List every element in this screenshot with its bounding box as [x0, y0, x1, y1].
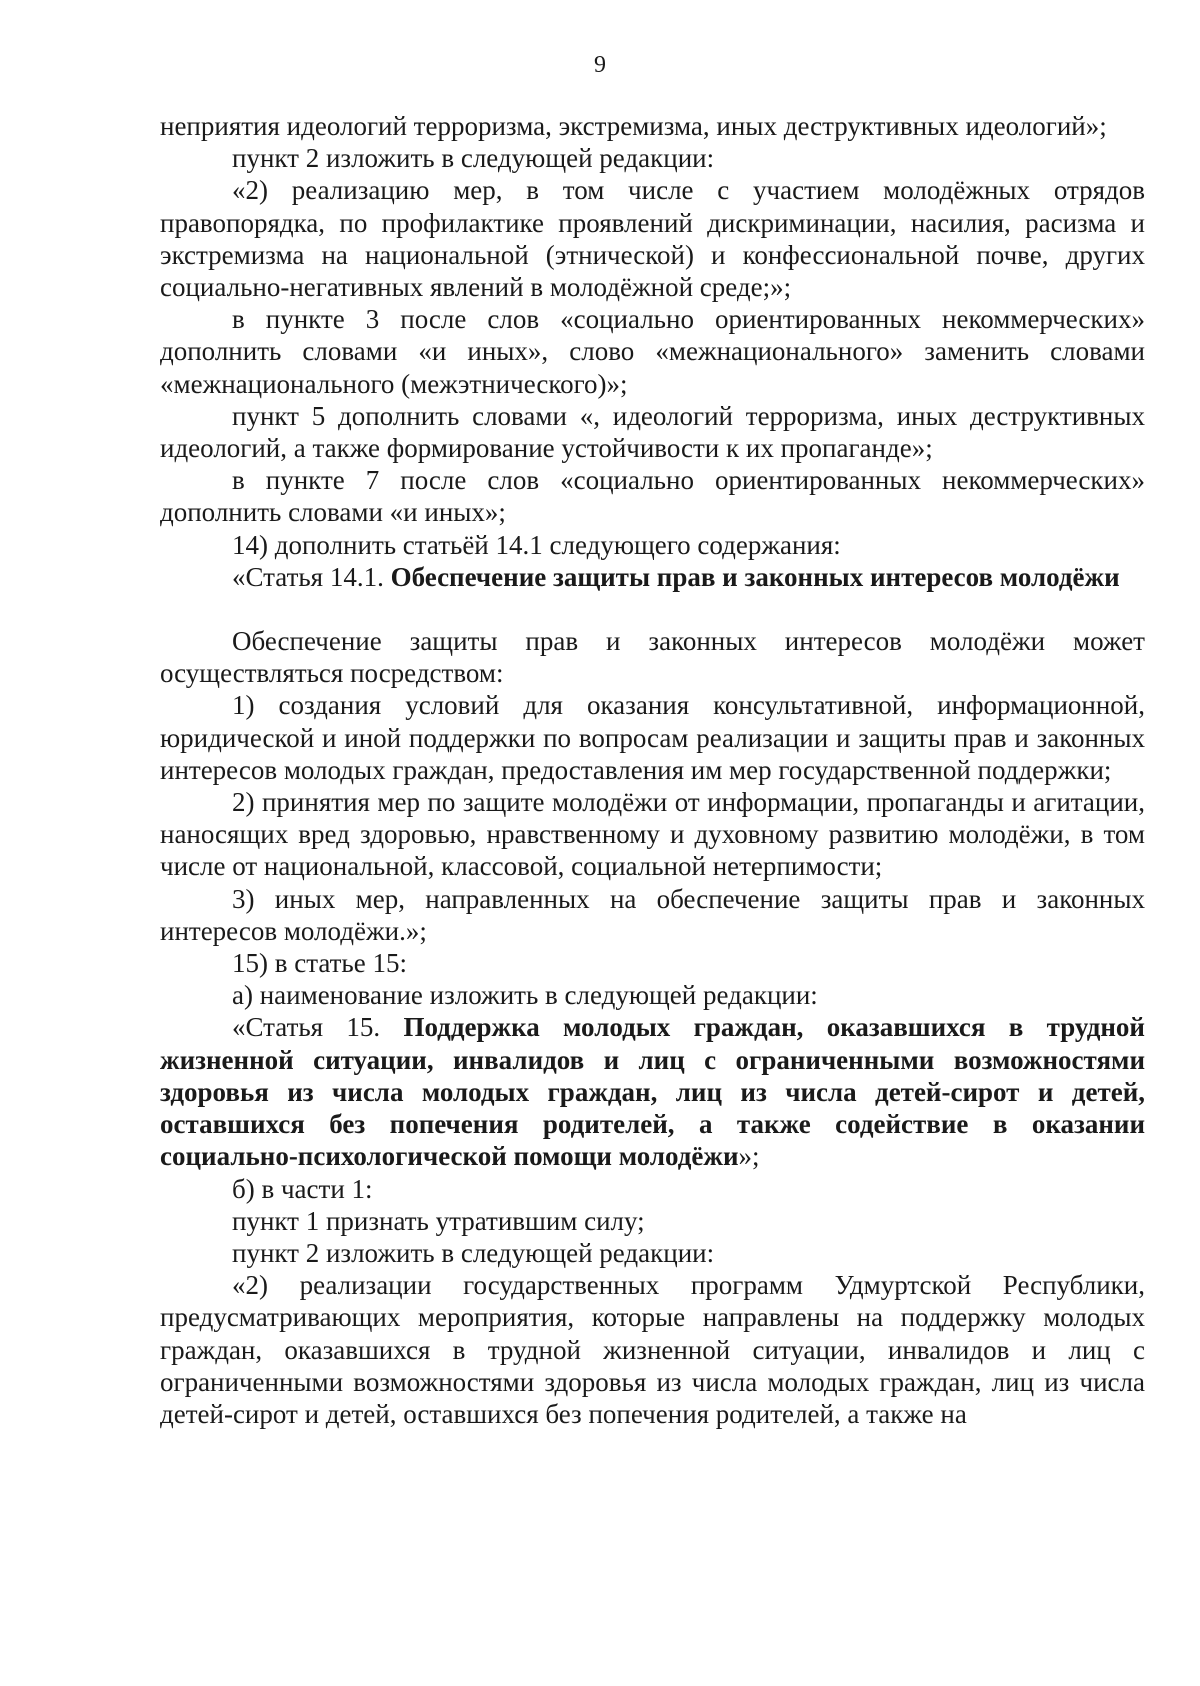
page-number: 9 [594, 52, 606, 78]
article-14-1-heading [160, 561, 1145, 593]
paragraph: пункт 2 изложить в следующей редакции: [232, 143, 715, 174]
paragraph: 2) принятия мер по защите молодёжи от информации, пропаганды и агитации, наносящих вред здоровью, нравственному и духовному развитию молодёжи, в том числе от национальной, классовой, социальной нетерпимости; [160, 787, 1145, 882]
paragraph: в пункте 3 после слов «социально ориентированных некоммерческих» дополнить словами «и иных», слово «межнационального» заменить словами «межнационального (межэтнического)»; [160, 304, 1145, 399]
article-15-heading [160, 1011, 1145, 1172]
paragraph: в пункте 7 после слов «социально ориентированных некоммерческих» дополнить словами «и иных»; [160, 465, 1145, 528]
article-14-1-title: Обеспечение защиты прав и законных интересов молодёжи [390, 561, 1120, 592]
paragraph: Обеспечение защиты прав и законных интересов молодёжи может осуществляться посредством: [160, 626, 1145, 689]
paragraph: пункт 5 дополнить словами «, идеологий терроризма, иных деструктивных идеологий, а также формирование устойчивости к их пропаганде»; [160, 400, 1145, 464]
paragraph: 3) иных мер, направленных на обеспечение защиты прав и законных интересов молодёжи.»; [160, 883, 1145, 946]
article-15-title: Поддержка молодых граждан, оказавшихся в трудной жизненной ситуации, инвалидов и лиц с ограниченными возможностями здоровья из числа молодых граждан, лиц из числа детей-сирот и детей, оставшихся без попечения родителей, а также содействие в оказании социально-психологической помощи молодёжи [160, 1012, 1145, 1172]
document-body [160, 110, 1145, 1430]
paragraph: б) в части 1: [232, 1173, 373, 1204]
article-14-1-prefix: «Статья 14.1. [232, 561, 391, 592]
paragraph: неприятия идеологий терроризма, экстремизма, иных деструктивных идеологий»; [160, 111, 1107, 141]
paragraph: 14) дополнить статьёй 14.1 следующего содержания: [232, 529, 841, 560]
paragraph: а) наименование изложить в следующей редакции: [232, 980, 818, 1011]
article-15-suffix: »; [738, 1141, 760, 1172]
paragraph: пункт 1 признать утратившим силу; [232, 1205, 645, 1236]
paragraph: «2) реализации государственных программ Удмуртской Республики, предусматривающих мероприятия, которые направлены на поддержку молодых граждан, оказавшихся в трудной жизненной ситуации, инвалидов и лиц с ограниченными возможностями здоровья из числа молодых граждан, лиц из числа детей-сирот и детей, оставшихся без попечения родителей, а также на [160, 1270, 1145, 1429]
paragraph: 15) в статье 15: [232, 948, 407, 979]
paragraph: 1) создания условий для оказания консультативной, информационной, юридической и иной поддержки по вопросам реализации и защиты прав и законных интересов молодых граждан, предоставления им мер государственной поддержки; [160, 690, 1145, 785]
paragraph: «2) реализацию мер, в том числе с участием молодёжных отрядов правопорядка, по профилактике проявлений дискриминации, насилия, расизма и экстремизма на национальной (этнической) и конфессиональной почве, других социально-негативных явлений в молодёжной среде;»; [160, 175, 1145, 303]
article-15-prefix: «Статья 15. [232, 1012, 404, 1043]
paragraph: пункт 2 изложить в следующей редакции: [232, 1237, 715, 1268]
